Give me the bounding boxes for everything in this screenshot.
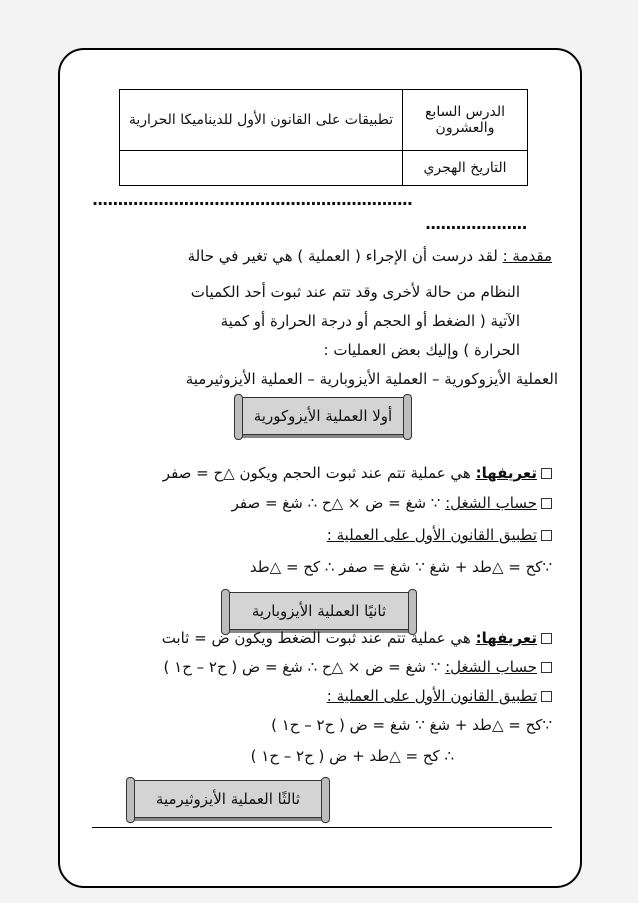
s2-work-label: حساب الشغل:: [445, 658, 537, 676]
banner-isochoric: [238, 397, 408, 435]
scroll-curl-left: [234, 394, 243, 440]
s1-def-text: هي عملية تتم عند ثبوت الحجم ويكون △ح = صفر: [162, 464, 476, 482]
bullet-icon: [541, 468, 552, 479]
banner-isothermal: [130, 780, 326, 818]
s2-definition: [162, 629, 552, 647]
header-table: [119, 89, 528, 186]
bullet-icon: [541, 498, 552, 509]
banner-isothermal-label: ثالثًا العملية الأيزوثيرمية: [155, 790, 301, 808]
bullet-icon: [541, 530, 552, 541]
scroll-curl-right: [403, 394, 412, 440]
lesson-cell: الدرس السابع والعشرون: [403, 90, 528, 151]
intro-line-1: [188, 247, 552, 265]
dotted-line-short: ....................: [425, 214, 527, 233]
s2-work-text: ∵ شغ = ض × △ح ∴ شغ = ض ( ح٢ – ح١ ): [163, 658, 446, 676]
s1-def-label: تعريفها:: [475, 464, 537, 482]
intro-line-3: الآتية ( الضغط أو الحجم أو درجة الحرارة أو كمية: [220, 312, 520, 330]
s2-law-heading: [327, 687, 552, 705]
intro-text-1: لقد درست أن الإجراء ( العملية ) هي تغير في حالة: [187, 247, 498, 265]
s2-law-equation-2: ∴ كح = △طد + ض ( ح٢ – ح١ ): [250, 747, 454, 765]
banner-isobaric-label: ثانيًا العملية الأيزوبارية: [251, 602, 387, 620]
intro-line-5: العملية الأيزوكورية – العملية الأيزوبارية – العملية الأيزوثيرمية: [185, 370, 558, 388]
s2-law-label: تطبيق القانون الأول على العملية :: [326, 687, 537, 705]
scroll-curl-right: [321, 777, 330, 823]
s1-work: [232, 494, 552, 512]
scroll-curl-left: [126, 777, 135, 823]
s1-work-label: حساب الشغل:: [445, 494, 537, 512]
banner-isobaric: [225, 592, 413, 630]
date-label-cell: التاريخ الهجري: [403, 151, 528, 186]
s2-law-equation-1: ∵كح = △طد + شغ ∵ شغ = ض ( ح٢ – ح١ ): [271, 716, 552, 734]
bullet-icon: [541, 691, 552, 702]
bullet-icon: [541, 633, 552, 644]
dotted-line: ...............................................................: [92, 190, 412, 209]
s1-work-text: ∵ شغ = ض × △ح ∴ شغ = صفر: [231, 494, 446, 512]
s2-def-label: تعريفها:: [475, 629, 537, 647]
s1-law-label: تطبيق القانون الأول على العملية :: [326, 526, 537, 544]
s2-work: [164, 658, 553, 676]
s1-law-heading: [327, 526, 552, 544]
topic-cell: تطبيقات على القانون الأول للديناميكا الحرارية: [120, 90, 403, 151]
intro-line-4: الحرارة ) وإليك بعض العمليات :: [323, 341, 520, 359]
s2-def-text: هي عملية تتم عند ثبوت الضغط ويكون ض = ثابت: [161, 629, 476, 647]
intro-line-2: النظام من حالة لأخرى وقد تتم عند ثبوت أحد الكميات: [190, 283, 520, 301]
bullet-icon: [541, 662, 552, 673]
s1-definition: [163, 464, 552, 482]
date-value-cell: [120, 151, 403, 186]
s1-law-equation: ∵كح = △طد + شغ ∵ شغ = صفر ∴ كح = △طد: [249, 558, 552, 576]
footer-divider: [92, 827, 552, 828]
intro-label: مقدمة :: [502, 247, 552, 265]
banner-isochoric-label: أولا العملية الأيزوكورية: [253, 407, 393, 425]
